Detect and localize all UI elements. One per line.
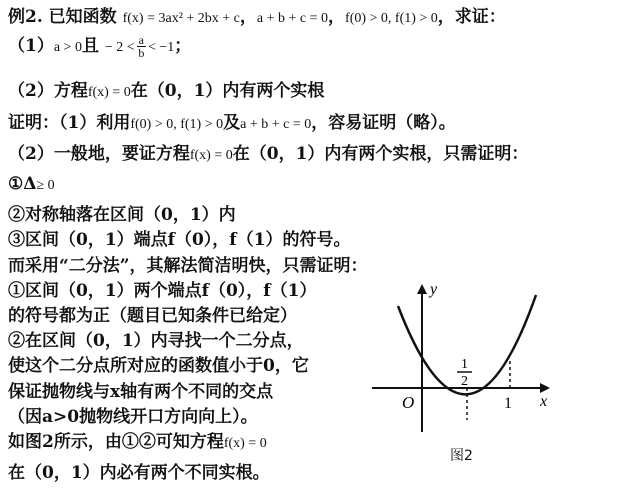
expr: f(x) = 0 bbox=[189, 148, 233, 163]
text: 在（0，1）内有两个实根 bbox=[130, 81, 325, 101]
y-label: y bbox=[430, 281, 438, 298]
line-14: 保证抛物线与x轴有两个不同的交点 bbox=[8, 382, 274, 402]
text: ①Δ bbox=[8, 174, 37, 194]
expr: a > 0 bbox=[53, 40, 82, 55]
text: 证明：（1）利用 bbox=[8, 113, 131, 133]
fraction-a-b bbox=[137, 34, 146, 59]
line-9: 而采用“二分法”，其解法简洁明快，只需证明： bbox=[8, 256, 368, 276]
text: ； bbox=[174, 36, 192, 56]
sign-condition: f(0) > 0, f(1) > 0 bbox=[345, 11, 438, 26]
text: ，求证： bbox=[437, 7, 506, 27]
line-1 bbox=[8, 6, 506, 30]
text: 且 bbox=[81, 36, 99, 56]
x-label: x bbox=[540, 393, 548, 410]
expr: < −1 bbox=[148, 40, 175, 55]
text: 如图2所示，由①②可知方程 bbox=[8, 432, 224, 452]
y-arrow-icon bbox=[417, 284, 427, 294]
expr: − 2 < bbox=[104, 40, 135, 55]
sep: ， bbox=[328, 7, 346, 27]
half-numerator: 1 bbox=[461, 357, 468, 372]
line-16 bbox=[8, 431, 267, 455]
parabola-figure bbox=[370, 280, 570, 440]
text: （1） bbox=[8, 36, 54, 56]
text: 及 bbox=[223, 113, 241, 133]
text: （2）方程 bbox=[8, 81, 88, 101]
line-4 bbox=[8, 112, 456, 136]
line-11: 的符号都为正（题目已知条件已给定） bbox=[8, 306, 297, 326]
line-6 bbox=[8, 173, 55, 197]
expr: f(x) = 0 bbox=[223, 436, 267, 451]
line-8: ③区间（0，1）端点f（0），f（1）的符号。 bbox=[8, 230, 351, 250]
sep: ， bbox=[239, 7, 257, 27]
line-17: 在（0，1）内必有两个不同实根。 bbox=[8, 463, 270, 483]
text: 在（0，1）内有两个实根，只需证明： bbox=[232, 144, 529, 164]
x-arrow-icon bbox=[540, 383, 550, 393]
figure-caption: 图2 bbox=[450, 448, 473, 464]
numerator: a bbox=[138, 33, 144, 47]
line-2 bbox=[8, 34, 191, 59]
text: 例2. 已知函数 bbox=[8, 7, 117, 27]
line-3 bbox=[8, 80, 324, 104]
half-denominator: 2 bbox=[461, 374, 468, 389]
expr: ≥ 0 bbox=[36, 178, 55, 193]
line-10: ①区间（0，1）两个端点f（0），f（1） bbox=[8, 281, 317, 301]
text: ，容易证明（略）。 bbox=[311, 113, 456, 133]
denominator: b bbox=[138, 46, 145, 60]
condition-expr: a + b + c = 0 bbox=[256, 11, 329, 26]
line-15: （因a>0抛物线开口方向向上）。 bbox=[8, 407, 258, 427]
line-5 bbox=[8, 143, 528, 167]
text: （2）一般地，要证方程 bbox=[8, 144, 190, 164]
expr: f(x) = 0 bbox=[87, 85, 131, 100]
one-label: 1 bbox=[504, 395, 512, 412]
line-7: ②对称轴落在区间（0，1）内 bbox=[8, 205, 236, 225]
line-12: ②在区间（0，1）内寻找一个二分点， bbox=[8, 331, 304, 351]
expr: f(0) > 0, f(1) > 0 bbox=[130, 117, 224, 132]
expr: a + b + c = 0 bbox=[240, 117, 312, 132]
line-13: 使这个二分点所对应的函数值小于0，它 bbox=[8, 356, 309, 376]
origin-label: O bbox=[402, 393, 415, 412]
function-expr: f(x) = 3ax² + 2bx + c bbox=[122, 11, 240, 26]
